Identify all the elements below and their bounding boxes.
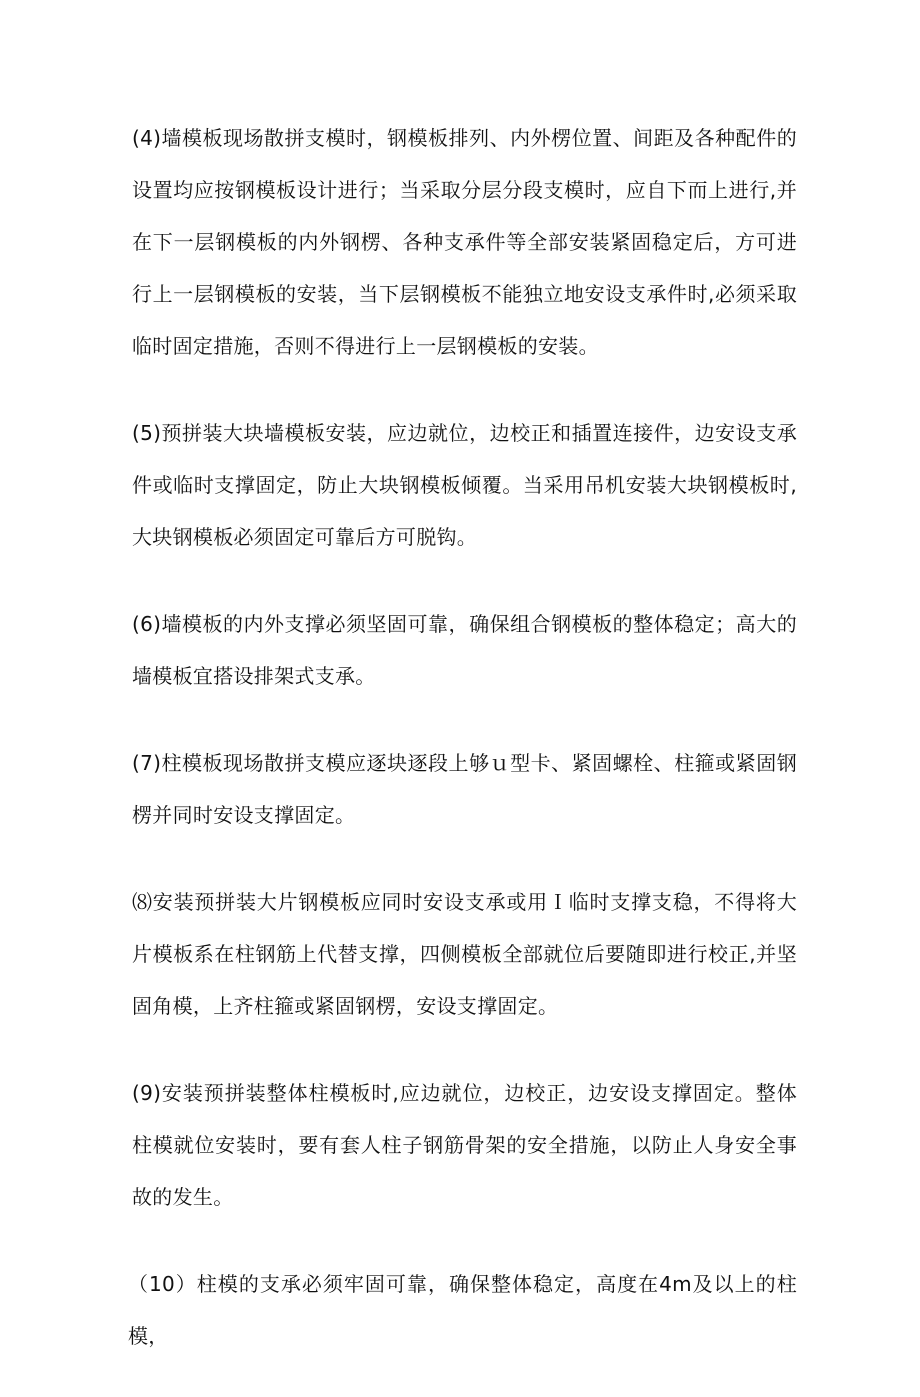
paragraph-8: ⑻安装预拼装大片钢模板应同时安设支承或用Ｉ临时支撑支稳，不得将大片模板系在柱钢筋上代替支撑，四侧模板全部就位后要随即进行校正,并坚固角模，上齐柱箍或紧固钢楞，安设支撑固定。 <box>132 890 797 1018</box>
paragraph-6: (6)墙模板的内外支撑必须坚固可靠，确保组合钢模板的整体稳定；高大的墙模板宜搭设排架式支承。 <box>132 612 797 688</box>
document-body <box>128 112 797 1397</box>
paragraph-4: (4)墙模板现场散拼支模时，钢模板排列、内外楞位置、间距及各种配件的设置均应按钢模板设计进行；当采取分层分段支模时，应自下而上进行,并在下一层钢模板的内外钢楞、各种支承件等全部安装紧固稳定后，方可进行上一层钢模板的安装，当下层钢模板不能独立地安设支承件时,必须采取临时固定措施，否则不得进行上一层钢模板的安装。 <box>132 126 797 358</box>
paragraph-9: (9)安装预拼装整体柱模板时,应边就位，边校正，边安设支撑固定。整体柱模就位安装时，要有套人柱子钢筋骨架的安全措施，以防止人身安全事故的发生。 <box>132 1081 797 1209</box>
paragraph-7: (7)柱模板现场散拼支模应逐块逐段上够ｕ型卡、紧固螺栓、柱箍或紧固钢楞并同时安设支撑固定。 <box>132 751 797 827</box>
paragraph-10: （10）柱模的支承必须牢固可靠，确保整体稳定，高度在4m及以上的柱模， <box>128 1272 797 1348</box>
paragraph-5: (5)预拼装大块墙模板安装，应边就位，边校正和插置连接件，边安设支承件或临时支撑固定，防止大块钢模板倾覆。当采用吊机安装大块钢模板时,大块钢模板必须固定可靠后方可脱钩。 <box>132 421 797 549</box>
